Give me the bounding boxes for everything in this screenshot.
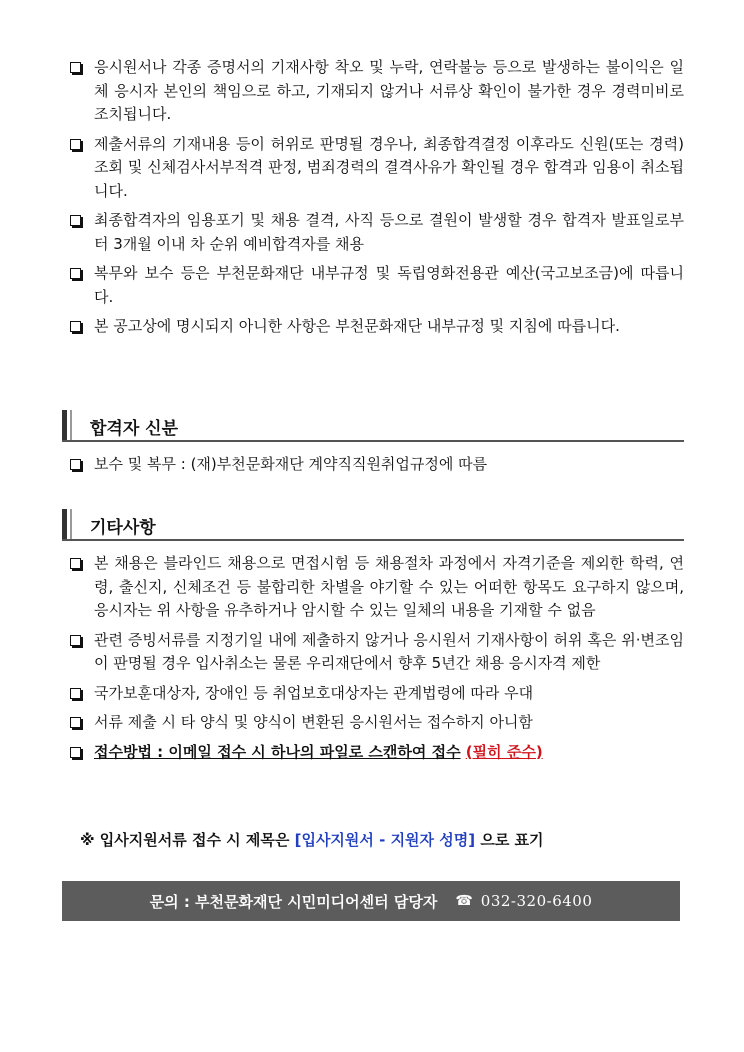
list-item: 복무와 보수 등은 부천문화재단 내부규정 및 독립영화전용관 예산(국고보조금)에 따릅니다. [70, 262, 684, 309]
submit-required: (필히 준수) [465, 742, 543, 761]
contact-phone: 032-320-6400 [480, 892, 593, 910]
list-item: 최종합격자의 임용포기 및 채용 결격, 사직 등으로 결원이 발생할 경우 합격자 발표일로부터 3개월 이내 차 순위 예비합격자를 채용 [70, 209, 684, 256]
checkbox-square-icon [70, 717, 81, 728]
notice-list [70, 56, 684, 345]
checkbox-square-icon [70, 688, 81, 699]
heading-bar-icon [70, 410, 72, 440]
list-item: 본 채용은 블라인드 채용으로 면접시험 등 채용절차 과정에서 자격기준을 제외한 학력, 연령, 출신지, 신체조건 등 불합리한 차별을 야기할 수 있는 어떠한 항목도 요구하지 않으며, 응시자는 위 사항을 유추하거나 암시할 수 있는 일체의 내용을 기재할 수 없음 [70, 552, 684, 623]
contact-label: 문의 : 부천문화재단 시민미디어센터 담당자 [149, 892, 438, 911]
heading-bar-icon [62, 410, 67, 440]
section-heading-etc [62, 507, 684, 541]
list-item: 보수 및 복무 : (재)부천문화재단 계약직직원취업규정에 따름 [70, 453, 684, 477]
list-item: 본 공고상에 명시되지 아니한 사항은 부천문화재단 내부규정 및 지침에 따릅니다. [70, 315, 684, 339]
section-title: 합격자 신분 [90, 419, 179, 439]
checkbox-square-icon [70, 62, 81, 73]
section-heading-status [62, 408, 684, 442]
checkbox-square-icon [70, 139, 81, 150]
checkbox-square-icon [70, 558, 81, 569]
checkbox-square-icon [70, 635, 81, 646]
checkbox-square-icon [70, 747, 81, 758]
submit-method: 접수방법 : 이메일 접수 시 하나의 파일로 스캔하여 접수 [94, 742, 461, 761]
status-list [70, 453, 684, 483]
heading-bar-icon [70, 509, 72, 539]
list-item: 서류 제출 시 타 양식 및 양식이 변환된 응시원서는 접수하지 아니함 [70, 711, 684, 735]
checkbox-square-icon [70, 321, 81, 332]
list-item: 응시원서나 각종 증명서의 기재사항 착오 및 누락, 연락불능 등으로 발생하는 불이익은 일체 응시자 본인의 책임으로 하고, 기재되지 않거나 서류상 확인이 불가한 경우 경력미비로 조치됩니다. [70, 56, 684, 127]
submission-note: ※ 입사지원서류 접수 시 제목은 [입사지원서 - 지원자 성명] 으로 표기 [80, 831, 544, 849]
checkbox-square-icon [70, 215, 81, 226]
etc-list [70, 552, 684, 770]
heading-bar-icon [62, 509, 67, 539]
list-item: 국가보훈대상자, 장애인 등 취업보호대상자는 관계법령에 따라 우대 [70, 682, 684, 706]
section-title: 기타사항 [90, 518, 156, 538]
checkbox-square-icon [70, 459, 81, 470]
list-item: 관련 증빙서류를 지정기일 내에 제출하지 않거나 응시원서 기재사항이 허위 혹은 위·변조임이 판명될 경우 입사취소는 물론 우리재단에서 향후 5년간 채용 응시자격 제한 [70, 629, 684, 676]
checkbox-square-icon [70, 268, 81, 279]
note-title-format: [입사지원서 - 지원자 성명] [294, 831, 476, 849]
list-item: 제출서류의 기재내용 등이 허위로 판명될 경우나, 최종합격결정 이후라도 신원(또는 경력)조회 및 신체검사서부적격 판정, 범죄경력의 결격사유가 확인될 경우 합격과 임용이 취소됩니다. [70, 133, 684, 204]
submit-method-item [70, 741, 684, 765]
phone-icon: ☎ [455, 893, 473, 909]
contact-bar [62, 881, 680, 921]
